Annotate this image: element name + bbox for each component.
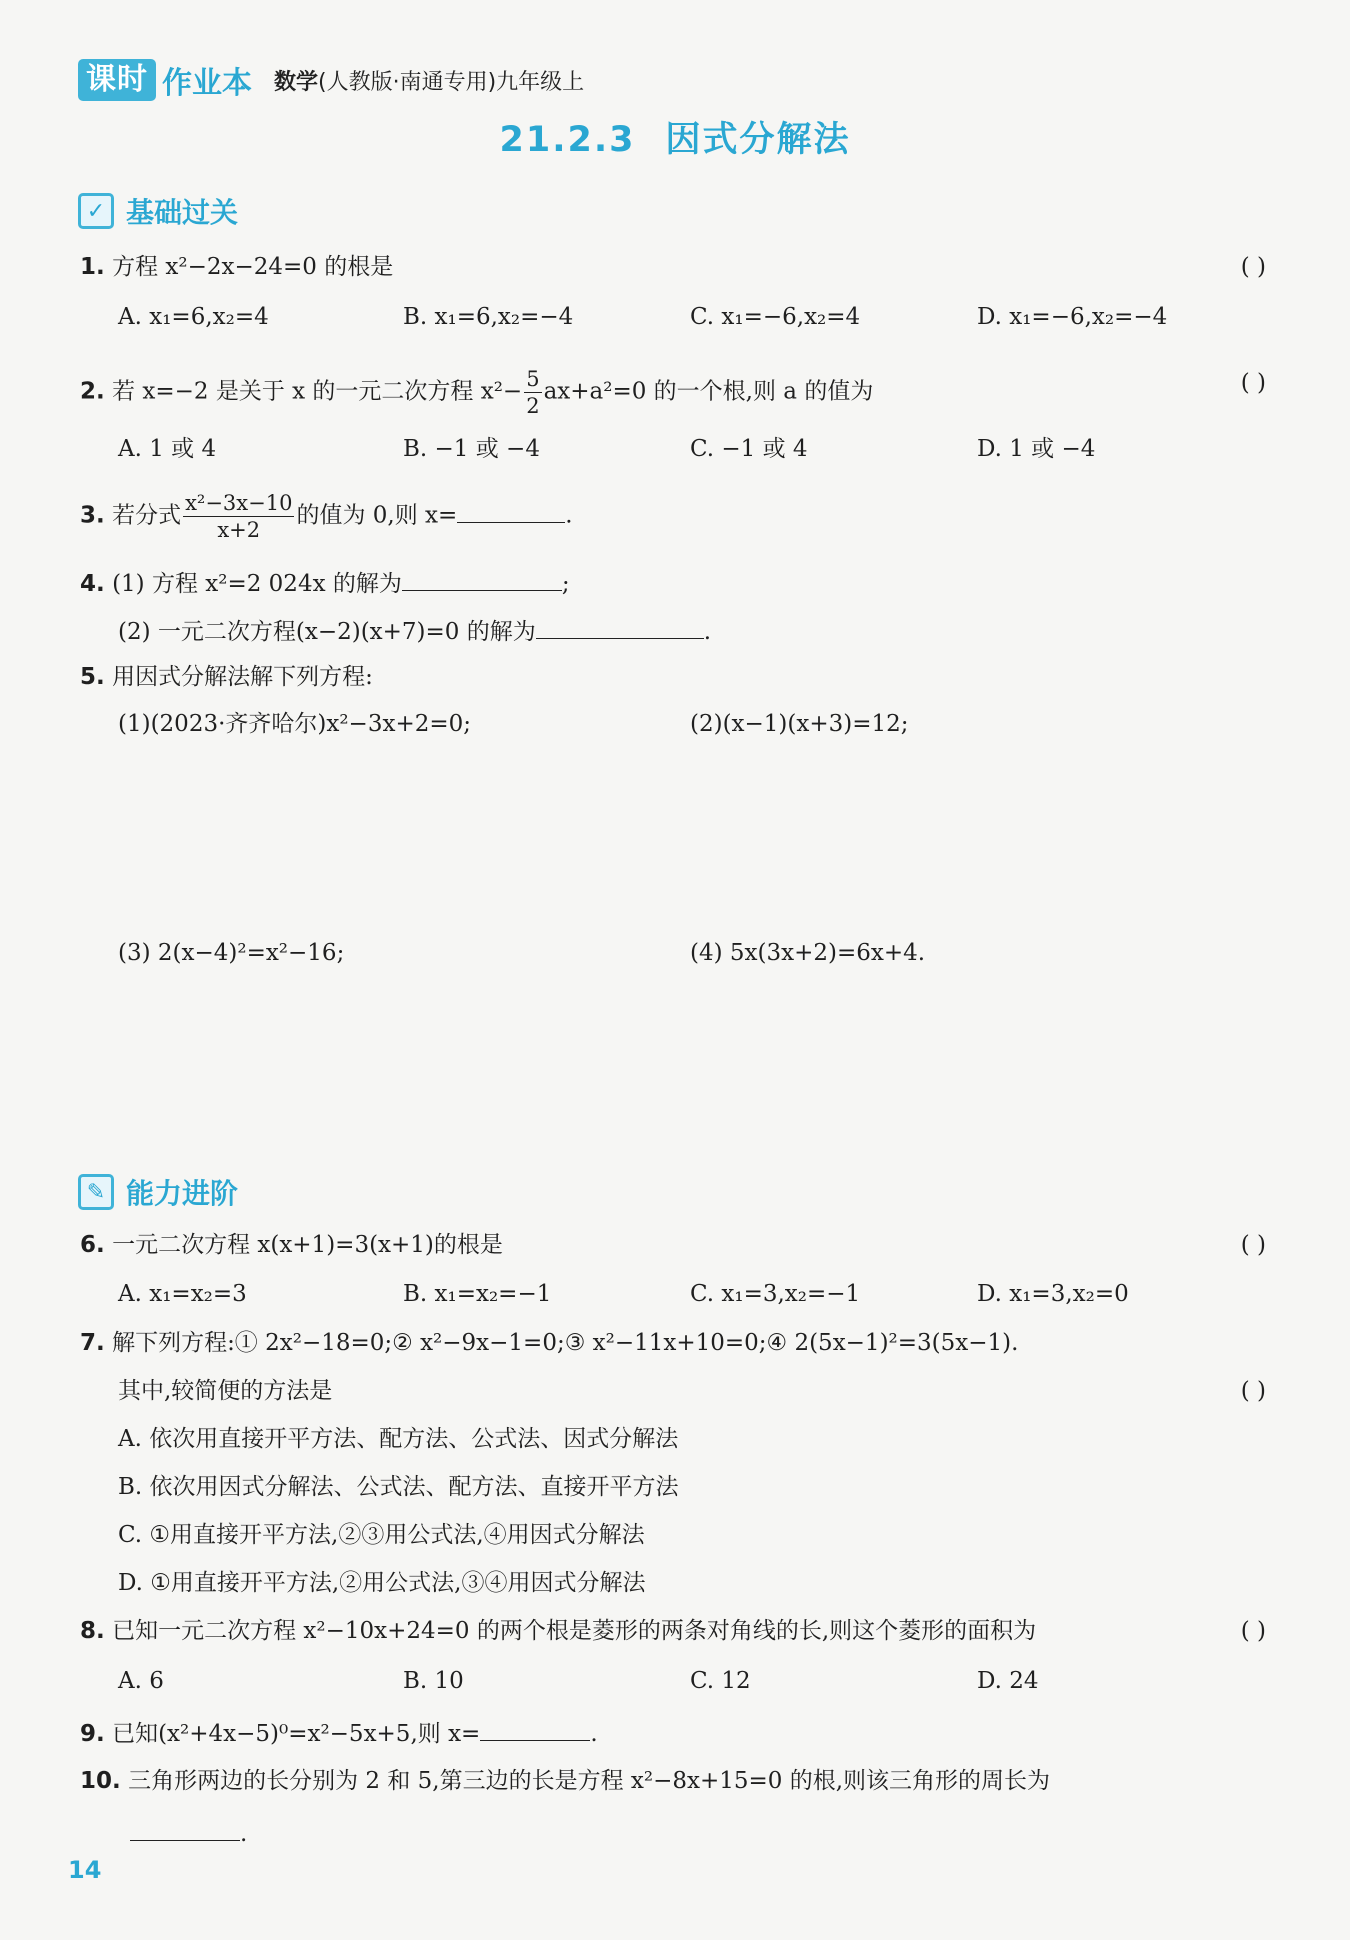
option-b: B. −1 或 −4 [403,436,540,462]
option-d: D. ①用直接开平方法,②用公式法,③④用因式分解法 [118,1570,646,1596]
option-c: C. ①用直接开平方法,②③用公式法,④用因式分解法 [118,1522,645,1548]
option-b: B. x₁=6,x₂=−4 [403,304,574,330]
answer-blank[interactable] [536,612,704,639]
question-10-answer: . [130,1814,247,1851]
option-a: A. x₁=x₂=3 [118,1281,247,1307]
question-8: 8. 已知一元二次方程 x²−10x+24=0 的两个根是菱形的两条对角线的长,则这个菱形的面积为 [80,1618,1037,1644]
option-c: C. x₁=3,x₂=−1 [690,1281,861,1307]
answer-bracket[interactable]: ( ) [1240,1378,1266,1404]
question-5: 5. 用因式分解法解下列方程: [80,664,373,690]
answer-bracket[interactable]: ( ) [1240,1618,1266,1644]
option-c: C. 12 [690,1668,751,1694]
book-header [78,58,584,102]
question-7-stem-2: 其中,较简便的方法是 [118,1378,333,1404]
question-2: 2. 若 x=−2 是关于 x 的一元二次方程 x²− $\frac{5}{2}$ ax+a²=0 的一个根,则 a 的值为 [80,367,874,418]
question-4-part-1: 4. (1) 方程 x²=2 024x 的解为 ; [80,564,570,601]
option-a: A. 1 或 4 [118,436,217,462]
answer-bracket[interactable]: ( ) [1240,370,1266,396]
page-number: 14 [68,1856,102,1884]
logo-text: 作业本 [162,66,252,101]
answer-bracket[interactable]: ( ) [1240,254,1266,280]
option-b: B. x₁=x₂=−1 [403,1281,552,1307]
option-d: D. 24 [977,1668,1039,1694]
answer-blank[interactable] [130,1814,240,1841]
option-c: C. x₁=−6,x₂=4 [690,304,861,330]
answer-bracket[interactable]: ( ) [1240,1232,1266,1258]
option-a: A. 依次用直接开平方法、配方法、公式法、因式分解法 [118,1426,679,1452]
question-9: 9. 已知(x²+4x−5)⁰=x²−5x+5,则 x= . [80,1714,598,1751]
question-10: 10. 三角形两边的长分别为 2 和 5,第三边的长是方程 x²−8x+15=0 的根,则该三角形的周长为 [80,1768,1051,1794]
question-5-part-2: (2)(x−1)(x+3)=12; [690,711,909,737]
question-4-part-2: (2) 一元二次方程(x−2)(x+7)=0 的解为 . [118,612,711,649]
fraction: $\frac{5}{2}$ [526,367,540,418]
section-header-basic: ✓ 基础过关 [78,191,238,231]
question-7: 7. 解下列方程:① 2x²−18=0;② x²−9x−1=0;③ x²−11x+10=0;④ 2(5x−1)²=3(5x−1). [80,1330,1019,1356]
checkbox-icon: ✓ [78,193,114,229]
option-c: C. −1 或 4 [690,436,808,462]
pencil-icon: ✎ [78,1174,114,1210]
option-d: D. x₁=−6,x₂=−4 [977,304,1168,330]
question-5-part-4: (4) 5x(3x+2)=6x+4. [690,940,926,966]
option-b: B. 依次用因式分解法、公式法、配方法、直接开平方法 [118,1474,679,1500]
question-5-part-1: (1)(2023·齐齐哈尔)x²−3x+2=0; [118,711,471,737]
answer-blank[interactable] [402,564,562,591]
option-b: B. 10 [403,1668,464,1694]
question-6: 6. 一元二次方程 x(x+1)=3(x+1)的根是 [80,1232,503,1258]
fraction: $\frac{\text{x²−3x−10}}{x+2}$ [185,491,293,542]
question-5-part-3: (3) 2(x−4)²=x²−16; [118,940,345,966]
question-1: 1. 方程 x²−2x−24=0 的根是 [80,254,394,280]
option-a: A. x₁=6,x₂=4 [118,304,269,330]
answer-blank[interactable] [457,496,565,523]
section-title: 21.2.3 因式分解法 [499,120,851,160]
logo-badge: 课时 [78,59,156,101]
question-3: 3. 若分式 $\frac{\text{x²−3x−10}}{x+2}$ 的值为 0,则 x= . [80,491,573,542]
section-header-advanced: ✎ 能力进阶 [78,1172,238,1212]
subject-info: 数学(人教版·南通专用)九年级上 [274,69,585,95]
option-d: D. 1 或 −4 [977,436,1096,462]
answer-blank[interactable] [480,1714,590,1741]
option-d: D. x₁=3,x₂=0 [977,1281,1129,1307]
option-a: A. 6 [118,1668,164,1694]
